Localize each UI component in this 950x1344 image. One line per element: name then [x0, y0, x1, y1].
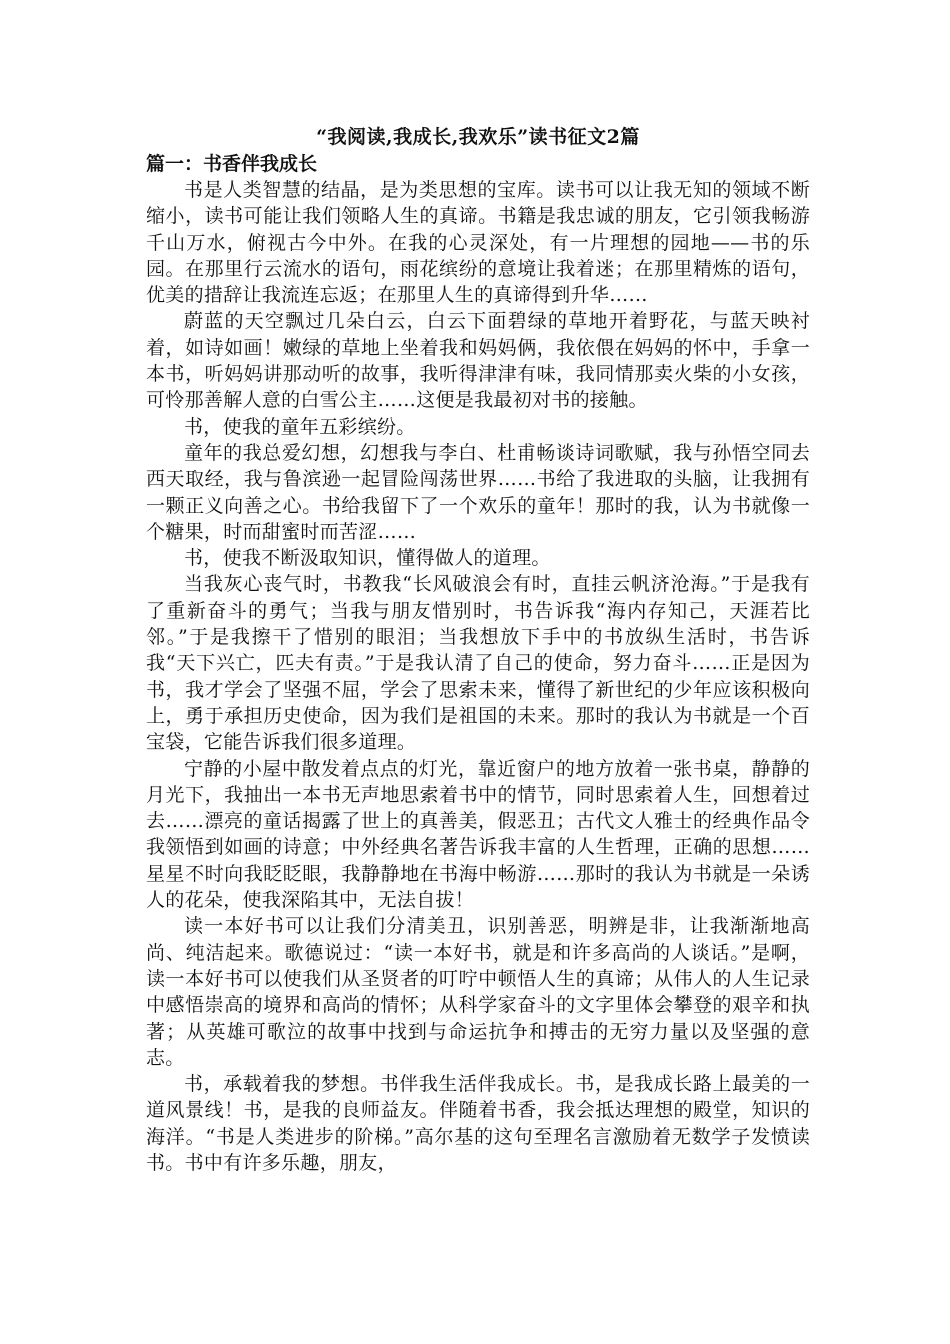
- paragraph-9: 书，承载着我的梦想。书伴我生活伴我成长。书，是我成长路上最美的一道风景线！书，是我的良师益友。伴随着书香，我会抵达理想的殿堂，知识的海洋。“书是人类进步的阶梯。”高尔基的这句至理名言激励着无数学子发愤读书。书中有许多乐趣，朋友，: [146, 1073, 810, 1174]
- paragraph-4: 童年的我总爱幻想，幻想我与李白、杜甫畅谈诗词歌赋，我与孙悟空同去西天取经，我与鲁滨逊一起冒险闯荡世界……书给了我进取的头脑，让我拥有一颗正义向善之心。书给我留下了一个欢乐的童年！那时的我，认为书就像一个糖果，时而甜蜜时而苦涩……: [146, 441, 810, 543]
- paragraph-5: 书，使我不断汲取知识，懂得做人的道理。: [184, 547, 551, 570]
- paragraph-6: 当我灰心丧气时，书教我“长风破浪会有时，直挂云帆济沧海。”于是我有了重新奋斗的勇气；当我与朋友惜别时，书告诉我“海内存知己，天涯若比邻。”于是我擦干了惜别的眼泪；当我想放下手中的书放纵生活时，书告诉我“天下兴亡，匹夫有责。”于是我认清了自己的使命，努力奋斗……正是因为书，我才学会了坚强不屈，学会了思索未来，懂得了新世纪的少年应该积极向上，勇于承担历史使命，因为我们是祖国的未来。那时的我认为书就是一个百宝袋，它能告诉我们很多道理。: [146, 573, 810, 754]
- paragraph-7: 宁静的小屋中散发着点点的灯光，靠近窗户的地方放着一张书桌，静静的月光下，我抽出一本书无声地思索着书中的情节，同时思索着人生，回想着过去……漂亮的童话揭露了世上的真善美，假恶丑；古代文人雅士的经典作品令我领悟到如画的诗意；中外经典名著告诉我丰富的人生哲理，正确的思想……星星不时向我眨眨眼，我静静地在书海中畅游……那时的我认为书就是一朵诱人的花朵，使我深陷其中，无法自拔！: [146, 757, 810, 912]
- document-title: “我阅读,我成长,我欢乐”读书征文2篇: [316, 126, 640, 148]
- paragraph-1: 书是人类智慧的结晶，是为类思想的宝库。读书可以让我无知的领域不断缩小，读书可能让我们领略人生的真谛。书籍是我忠诚的朋友，它引领我畅游千山万水，俯视古今中外。在我的心灵深处，有一片理想的园地——书的乐园。在那里行云流水的语句，雨花缤纷的意境让我着迷；在那里精炼的语句，优美的措辞让我流连忘返；在那里人生的真谛得到升华……: [146, 179, 810, 307]
- paragraph-3: 书，使我的童年五彩缤纷。: [184, 415, 416, 438]
- paragraph-8: 读一本好书可以让我们分清美丑，识别善恶，明辨是非，让我渐渐地高尚、纯洁起来。歌德说过：“读一本好书，就是和许多高尚的人谈话。”是啊，读一本好书可以使我们从圣贤者的叮咛中顿悟人生的真谛；从伟人的人生记录中感悟崇高的境界和高尚的情怀；从科学家奋斗的文字里体会攀登的艰辛和执著；从英雄可歌泣的故事中找到与命运抗争和搏击的无穷力量以及坚强的意志。: [146, 915, 810, 1069]
- section-heading: 篇一：书香伴我成长: [146, 153, 318, 175]
- paragraph-2: 蔚蓝的天空飘过几朵白云，白云下面碧绿的草地开着野花，与蓝天映衬着，如诗如画！嫩绿的草地上坐着我和妈妈俩，我依偎在妈妈的怀中，手拿一本书，听妈妈讲那动听的故事，我听得津津有味，我同情那卖火柴的小女孩，可怜那善解人意的白雪公主……这便是我最初对书的接触。: [146, 310, 810, 412]
- document-body: [146, 124, 810, 1176]
